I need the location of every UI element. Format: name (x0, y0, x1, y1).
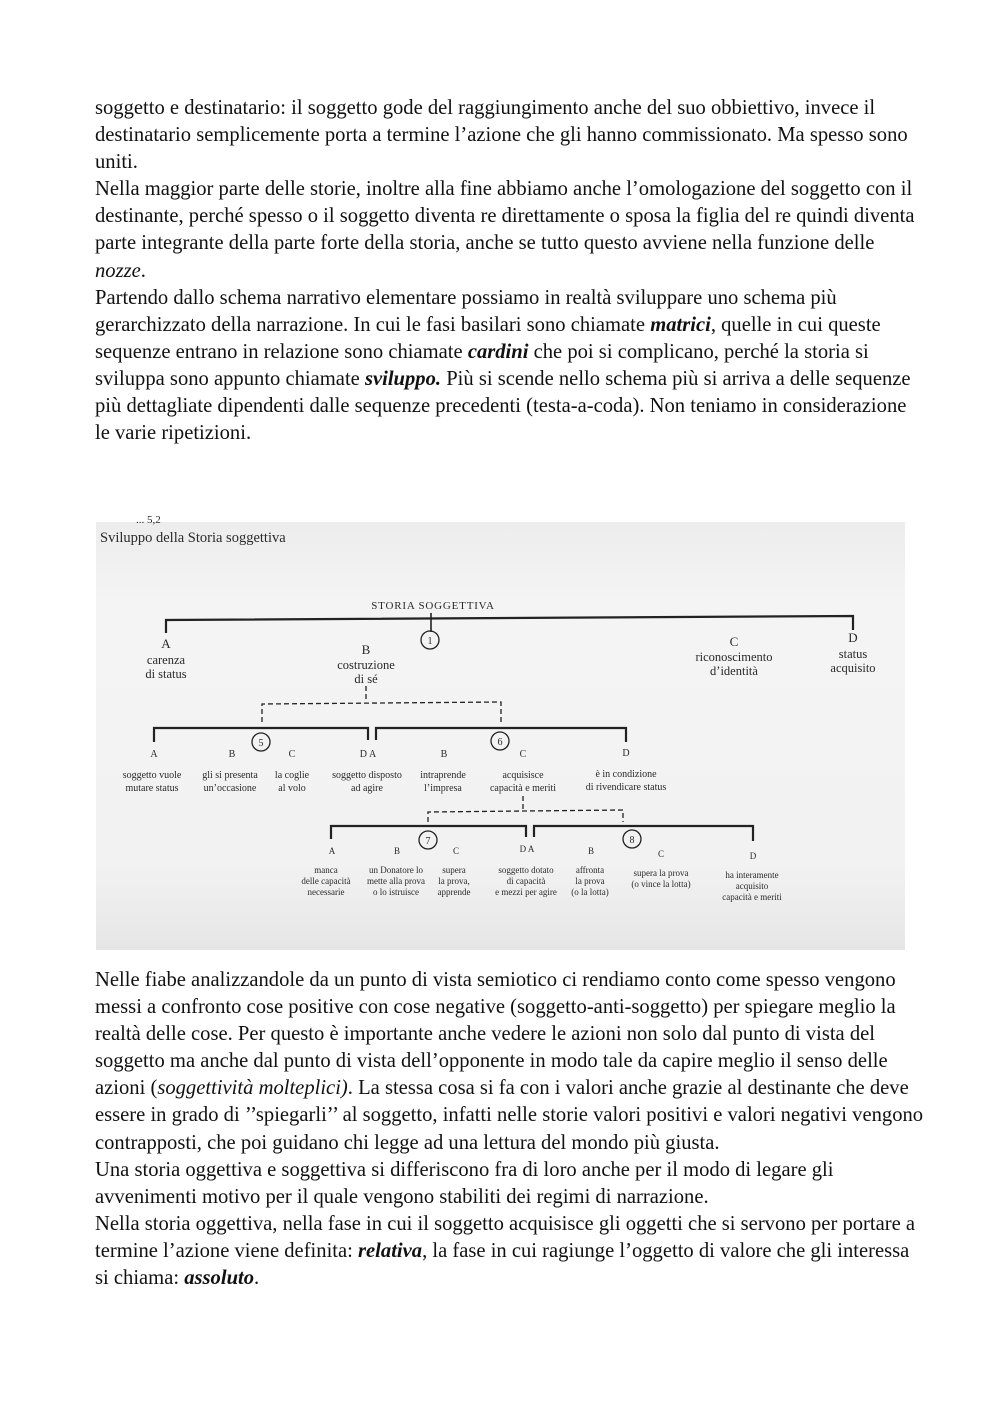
l2-b2-line1: intraprende (420, 770, 466, 781)
l3-a-line1: manca (314, 865, 338, 875)
l2-c2-line2: capacità e meriti (489, 783, 557, 794)
l1-a-letter: A (161, 636, 171, 651)
sentence: . La stessa cosa si fa con i valori anche grazie al destinante che deve essere in grado di ’’spiegarli’’ al soggetto, infatti nelle storie valori positivi e valori negativi vengono contrapposti, che poi guidano chi legge ad una lettura del mondo più giusta. (95, 1077, 924, 1154)
emphasis: soggettività molteplici) (157, 1077, 348, 1100)
dashed-connector-2 (428, 796, 623, 822)
l1-c-line1: riconoscimento (695, 650, 773, 664)
sentence-end: . (254, 1267, 260, 1290)
marker-7-label: 7 (425, 836, 431, 847)
diagram-photo (96, 516, 905, 950)
dashed-connector-1 (262, 686, 501, 722)
l3-c-line1: supera (442, 865, 466, 875)
l2-b2-line2: l’impresa (424, 783, 462, 794)
l3-b2-letter: B (587, 846, 595, 856)
term-assoluto: assoluto (184, 1267, 255, 1290)
l2-d2-line2: di rivendicare status (585, 782, 667, 793)
l3-b2-line2: la prova (575, 876, 605, 886)
l3-d2-letter: D (749, 851, 757, 861)
sentence-end: . (140, 259, 146, 282)
sentence: che poi si complicano, perché la storia si sviluppa sono appunto chiamate (95, 340, 869, 390)
l3-da-letter: D A (519, 844, 535, 854)
l2-d2-line1: è in condizione (595, 769, 657, 780)
l1-b-letter: B (361, 642, 371, 657)
l3-a-line2: delle capacità (301, 876, 351, 886)
l2-da-letter: D A (359, 749, 377, 760)
l3-c-line2: la prova, (438, 876, 470, 886)
l2-c-line1: la coglie (274, 770, 310, 781)
l3-b-line3: o lo istruisce (373, 887, 419, 897)
sentence: Nella maggior parte delle storie, inoltre alla fine abbiamo anche l’omologazione del soggetto con il destinante, perché spesso o il soggetto diventa re direttamente o sposa la figlia del re quindi diventa parte integrante della parte forte della storia, anche se tutto questo avviene nella funzione delle (95, 178, 915, 255)
l3-d2-line3: capacità e meriti (722, 892, 782, 902)
paragraph-bottom (95, 967, 925, 1292)
l3-a-letter: A (328, 846, 336, 856)
l3-a-line3: necessarie (307, 887, 345, 897)
sentence: , la fase in cui ragiunge l’oggetto di valore che gli interessa si chiama: (95, 1239, 910, 1290)
l2-a-line2: mutare status (125, 783, 179, 794)
l3-c-line3: apprende (437, 887, 471, 897)
sentence: Nelle fiabe analizzandole da un punto di vista semiotico ci rendiamo conto come spesso vengono messi a confronto cose positive con cose negative (soggetto-anti-soggetto) per spiegare meglio la realtà delle cose. Per questo è importante anche vedere le azioni non solo dal punto di vista del soggetto ma anche dal punto di vista dell’opponente in modo tale da capire meglio il senso delle azioni ( (95, 969, 896, 1100)
l2-da-line2: ad agire (351, 783, 383, 794)
l3-b-line2: mette alla prova (367, 876, 425, 886)
sentence: , quelle in cui queste sequenze entrano in relazione sono chiamate (95, 313, 881, 363)
l1-b-line2: di sé (354, 672, 378, 686)
emphasis: nozze (95, 259, 141, 282)
l2-da-line1: soggetto disposto (332, 770, 402, 781)
tree-diagram (96, 516, 905, 950)
l3-b-line1: un Donatore lo (369, 865, 423, 875)
l1-b-line1: costruzione (337, 658, 395, 672)
l2-c-letter: C (288, 749, 296, 760)
l1-a-line1: carenza (146, 653, 186, 667)
l3-b2-line1: affronta (575, 865, 605, 875)
sentence: Più si scende nello schema più si arriva a delle sequenze più dettagliate dipendenti dalle sequenze precedenti (testa-a-coda). Non teniamo in considerazione le varie ripetizioni. (95, 367, 911, 445)
l3-c2-line2: (o vince la lotta) (631, 879, 691, 889)
sentence: Partendo dallo schema narrativo elementare possiamo in realtà sviluppare uno schema più gerarchizzato della narrazione. In cui le fasi basilari sono chiamate (95, 286, 837, 336)
photo-edge (96, 516, 905, 522)
l2-b-letter: B (228, 749, 236, 760)
marker-5-label: 5 (258, 738, 264, 749)
sentence: soggetto e destinatario: il soggetto gode del raggiungimento anche del suo obbiettivo, invece il destinatario semplicemente porta a termine l’azione che gli hanno commissionato. Ma spesso sono uniti. (95, 97, 908, 174)
l2-a-letter: A (150, 749, 158, 760)
l2-c-line2: al volo (278, 783, 306, 794)
marker-6-label: 6 (497, 737, 503, 748)
level1-bracket (166, 616, 853, 633)
l3-da-line2: di capacità (506, 876, 546, 886)
root-label: STORIA SOGGETTIVA (371, 600, 495, 612)
sentence: Nella storia oggettiva, nella fase in cui il soggetto acquisisce gli oggetti che si servono per portare a termine l’azione viene definita: (95, 1212, 916, 1262)
l1-c-line2: d’identità (710, 664, 758, 678)
l3-c2-letter: C (657, 849, 665, 859)
l2-b2-letter: B (440, 749, 448, 760)
l2-c2-line1: acquisisce (502, 770, 544, 781)
l3-da-line1: soggetto dotato (498, 865, 554, 875)
l1-d-line1: status (838, 647, 868, 661)
l2-a-line1: soggetto vuole (122, 770, 182, 781)
l3-b-letter: B (393, 846, 401, 856)
l2-b-line1: gli si presenta (202, 770, 258, 781)
l2-c2-letter: C (519, 749, 527, 760)
l1-a-line2: di status (145, 667, 187, 681)
level3-bracket-right (534, 826, 753, 841)
l2-d2-letter: D (622, 748, 630, 759)
term-matrici: matrici (650, 313, 711, 336)
sentence: Una storia oggettiva e soggettiva si differiscono fra di loro anche per il modo di legare gli avvenimenti motivo per il quale vengono stabiliti dei regimi di narrazione. (95, 1158, 834, 1208)
figure-caption: Sviluppo della Storia soggettiva (100, 530, 286, 546)
l3-da-line3: e mezzi per agire (495, 887, 557, 897)
term-sviluppo: sviluppo. (364, 367, 442, 390)
marker-1-label: 1 (427, 636, 433, 647)
l3-c-letter: C (452, 846, 460, 856)
term-relativa: relativa (358, 1239, 423, 1262)
paragraph-top (95, 95, 925, 447)
marker-8-label: 8 (629, 835, 635, 846)
figure-number: ... 5,2 (136, 516, 161, 526)
l1-d-line2: acquisito (830, 661, 876, 675)
l3-d2-line2: acquisito (735, 881, 769, 891)
l2-b-line2: un’occasione (203, 783, 257, 794)
l1-c-letter: C (729, 634, 739, 649)
term-cardini: cardini (467, 340, 529, 363)
l3-c2-line1: supera la prova (633, 868, 689, 878)
l1-d-letter: D (848, 630, 858, 645)
l3-d2-line1: ha interamente (725, 870, 779, 880)
l3-b2-line3: (o la lotta) (571, 887, 609, 897)
